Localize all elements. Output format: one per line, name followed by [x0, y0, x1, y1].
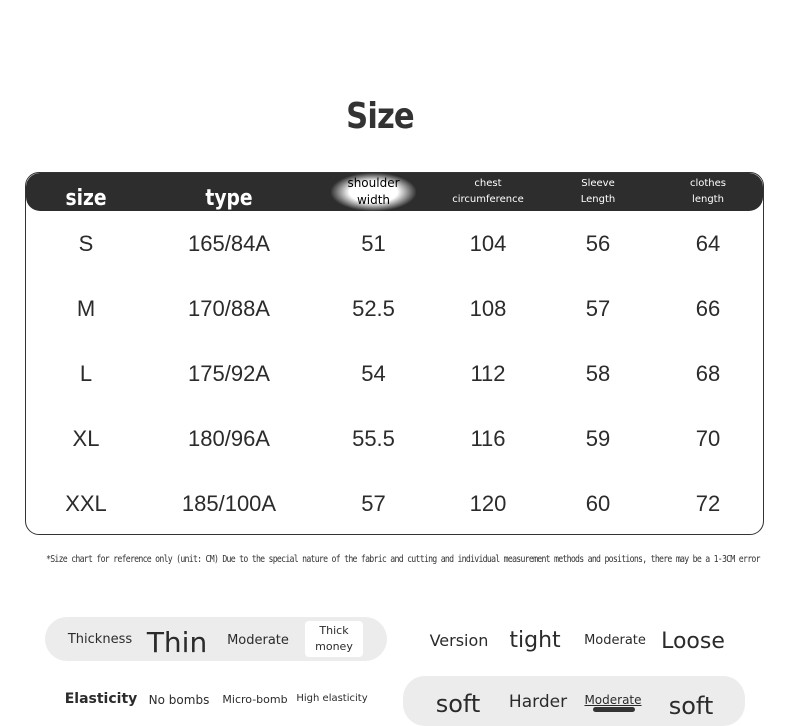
softness-option-moderate: Moderate [584, 693, 642, 707]
table-row [26, 211, 763, 276]
cell-type: 165/84A [188, 230, 270, 256]
table-row [26, 341, 763, 406]
cell-sleeve: 60 [585, 490, 611, 516]
softness-indicator [593, 707, 635, 712]
cell-sleeve: 57 [585, 295, 611, 321]
version-option-tight: tight [509, 627, 561, 653]
elasticity-option-micro-bomb: Micro-bomb [222, 692, 288, 706]
header-sleeve-length: Sleeve Length [580, 178, 616, 205]
cell-shoulder: 57 [361, 490, 386, 516]
cell-shoulder: 52.5 [352, 295, 395, 321]
elasticity-option-high-elasticity: High elasticity [296, 692, 368, 704]
version-option-loose: Loose [661, 628, 725, 654]
table-row [26, 276, 763, 341]
cell-clothes: 66 [695, 295, 721, 321]
header-shoulder-width: shoulder width [331, 173, 416, 211]
cell-type: 180/96A [188, 425, 270, 451]
table-row [26, 406, 763, 471]
table-row [26, 471, 763, 535]
size-chart-note: *Size chart for reference only (unit: CM) Due to the special nature of the fabric and cutting and individual measurement methods and positions, there may be a 1-3CM error [46, 554, 760, 565]
softness-option-harder: Harder [508, 692, 568, 712]
thickness-option-thin: Thin [146, 625, 208, 659]
cell-size: XXL [65, 490, 107, 516]
version-label: Version [429, 630, 489, 650]
cell-size: M [76, 295, 96, 321]
elasticity-label: Elasticity [64, 691, 138, 707]
header-size: size [65, 185, 107, 211]
header-chest-circumference: chest circumference [452, 178, 524, 205]
cell-type: 170/88A [188, 295, 270, 321]
cell-clothes: 70 [695, 425, 721, 451]
cell-shoulder: 54 [361, 360, 386, 386]
thickness-option-thick: Thick money [305, 621, 363, 657]
softness-option-soft: soft [435, 690, 481, 718]
cell-type: 185/100A [181, 490, 277, 516]
cell-clothes: 68 [695, 360, 721, 386]
cell-sleeve: 56 [585, 230, 611, 256]
version-option-moderate: Moderate [584, 632, 646, 648]
cell-size: XL [72, 425, 100, 451]
elasticity-option-no-bombs: No bombs [148, 693, 210, 707]
cell-size: S [78, 230, 94, 256]
cell-chest: 108 [469, 295, 507, 321]
header-clothes-length: clothes length [689, 178, 726, 205]
cell-chest: 104 [469, 230, 507, 256]
cell-clothes: 64 [695, 230, 721, 256]
cell-chest: 120 [469, 490, 507, 516]
cell-sleeve: 58 [585, 360, 611, 386]
cell-sleeve: 59 [585, 425, 611, 451]
cell-shoulder: 55.5 [352, 425, 395, 451]
size-table [25, 172, 764, 535]
cell-shoulder: 51 [361, 230, 386, 256]
thickness-label: Thickness [67, 631, 133, 647]
cell-type: 175/92A [188, 360, 270, 386]
cell-size: L [79, 360, 93, 386]
page-title: Size [346, 96, 414, 137]
softness-option-soft-2: soft [668, 692, 714, 720]
cell-chest: 112 [470, 360, 506, 386]
table-header [26, 173, 763, 211]
thickness-option-moderate: Moderate [227, 632, 289, 648]
cell-chest: 116 [470, 425, 506, 451]
cell-clothes: 72 [695, 490, 721, 516]
header-type: type [205, 185, 253, 211]
